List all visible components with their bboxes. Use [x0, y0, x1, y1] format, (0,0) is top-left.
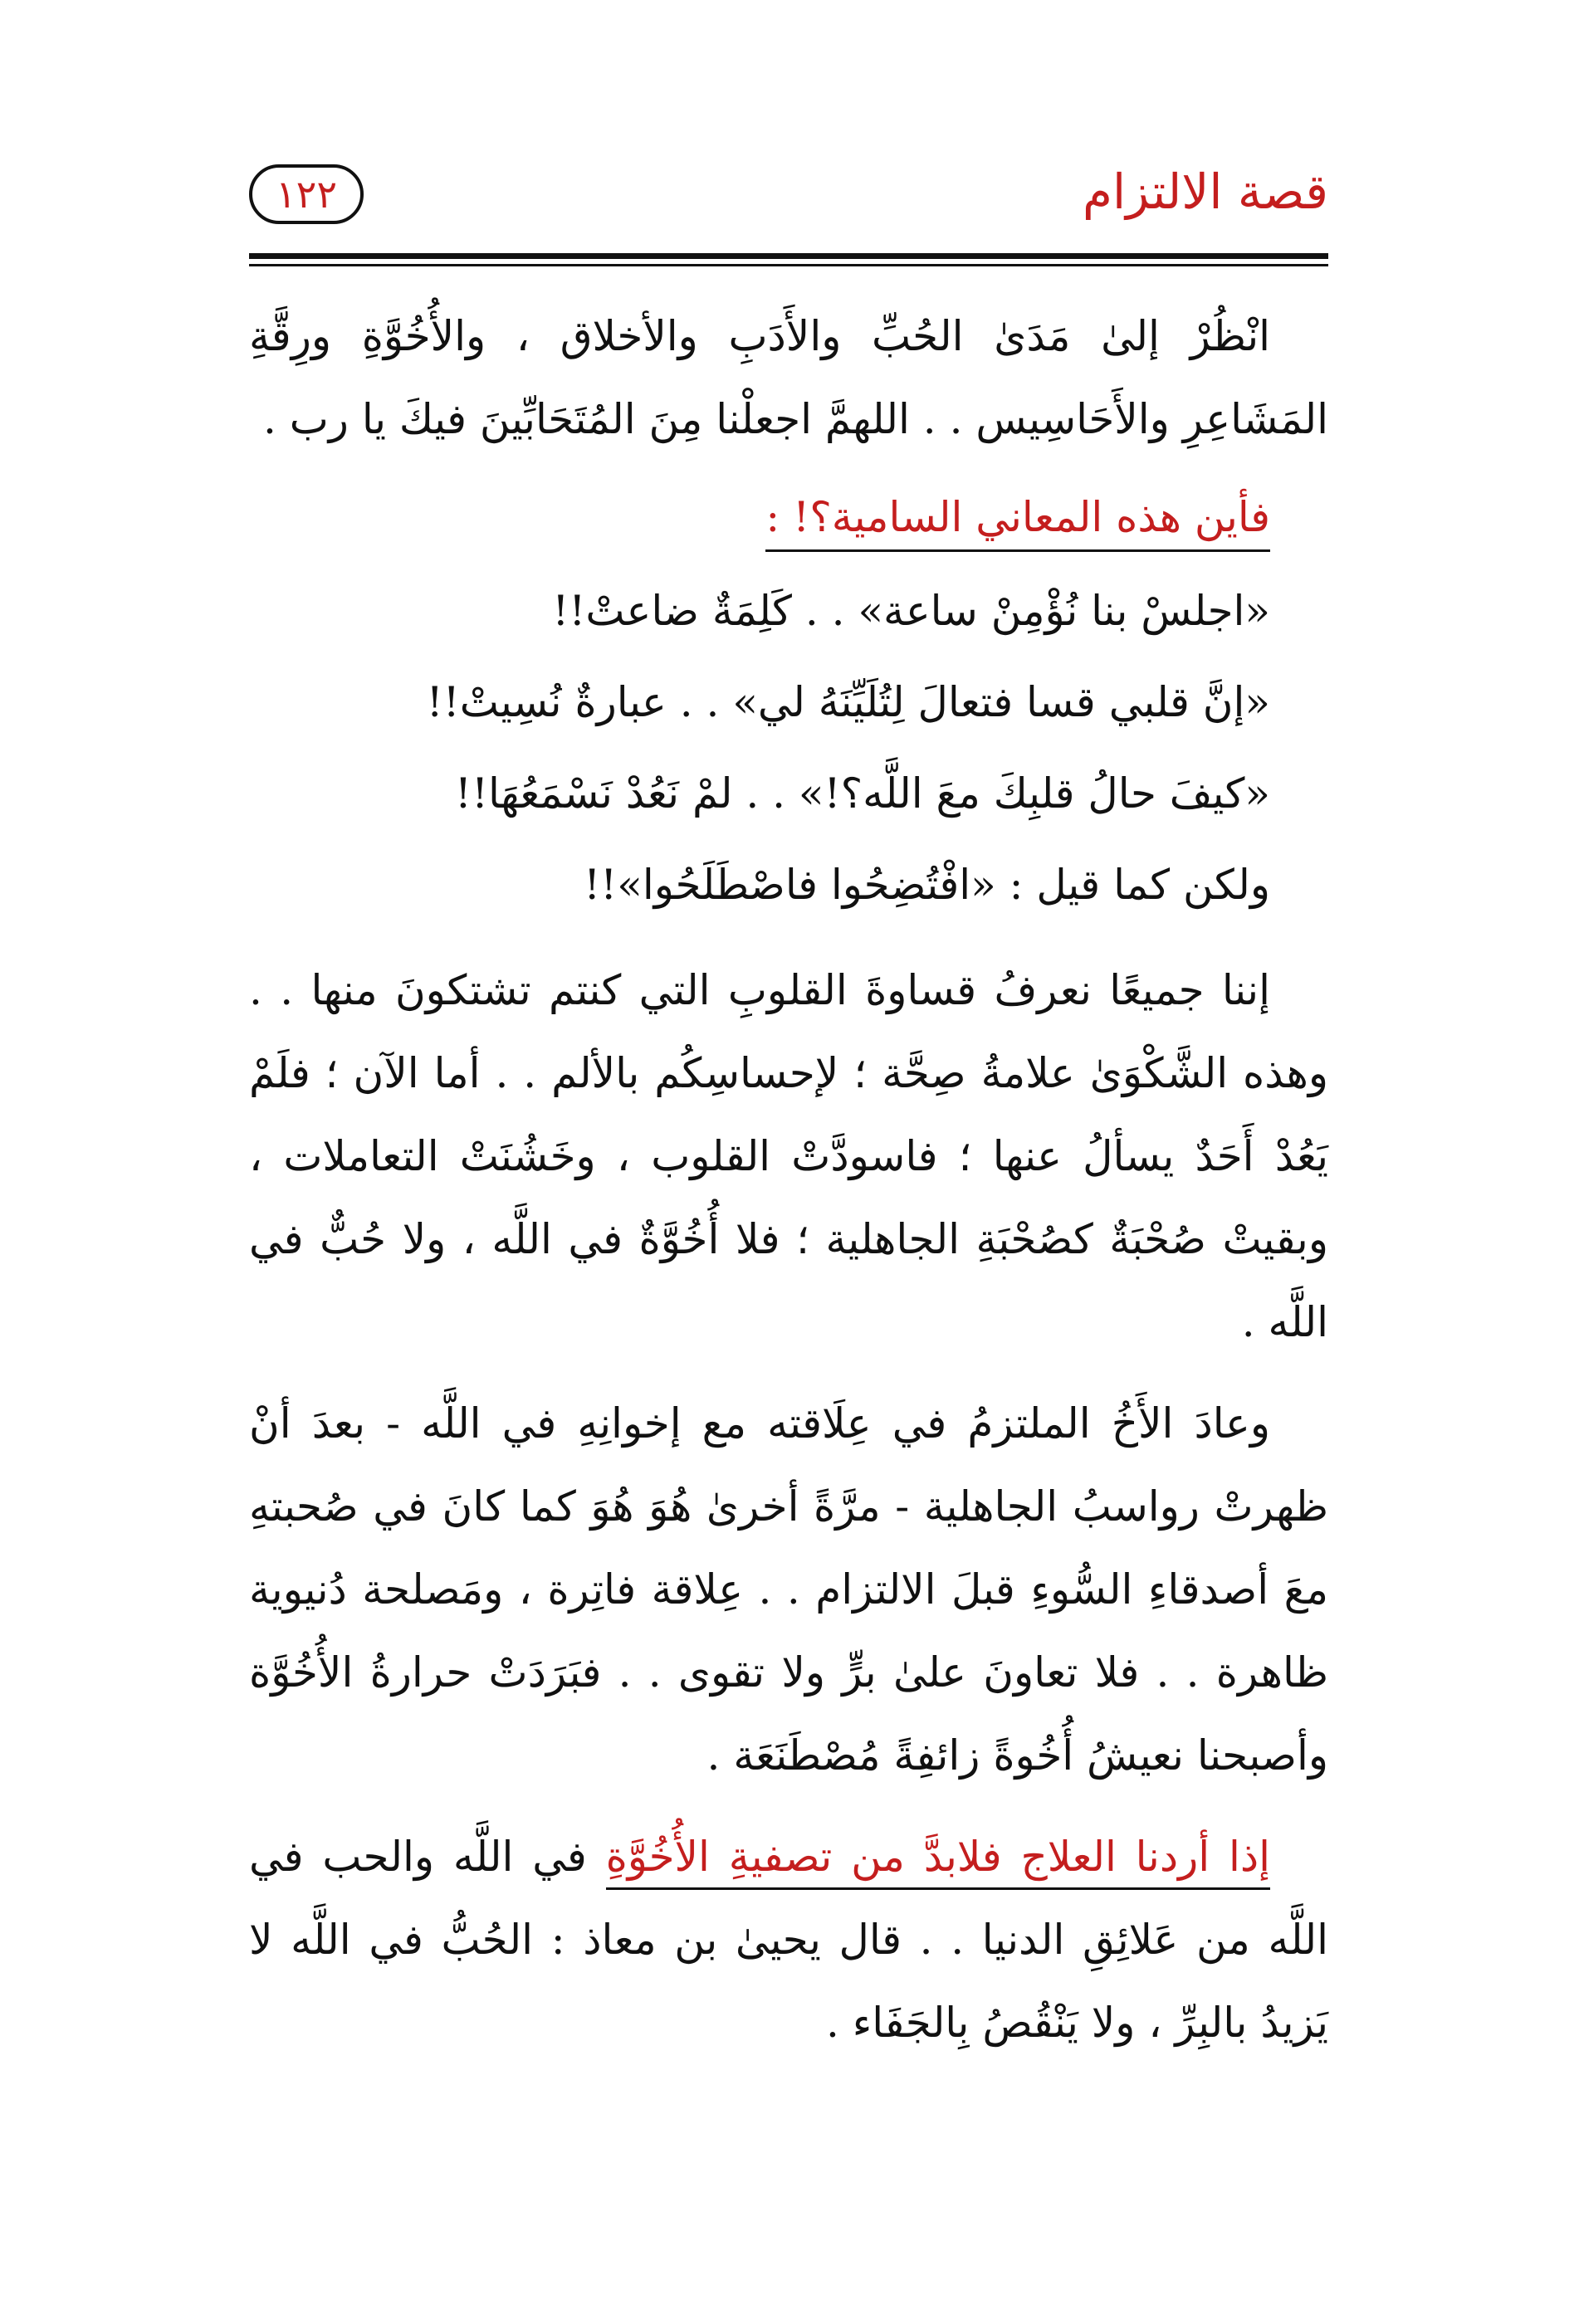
section-heading-text: فأين هذه المعاني السامية؟! : [765, 493, 1270, 552]
page-header [249, 158, 1328, 249]
paragraph-1: انْظُرْ إلىٰ مَدَىٰ الحُبِّ والأَدَبِ والأخلاق ، والأُخُوَّةِ ورِقَّةِ المَشَاعِرِ والأَحَاسِيس . . اللهمَّ اجعلْنا مِنَ المُتَحَابِّينَ فيكَ يا رب . [249, 312, 1328, 443]
quote-line-4: ولكن كما قيل : «افْتُضِحُوا فاصْطَلَحُوا»!! [584, 861, 1270, 909]
header-rule-thin [249, 264, 1328, 266]
page-body [249, 295, 1328, 2064]
paragraph-4 [249, 1815, 1328, 2064]
paragraph-4-highlight: إذا أردنا العلاج فلابدَّ من تصفيةِ الأُخُوَّةِ [606, 1833, 1270, 1890]
paragraph-3: وعادَ الأَخُ الملتزمُ في عِلَاقته مع إخوانِهِ في اللَّه - بعدَ أنْ ظهرتْ رواسبُ الجاهلية - مرَّةً أخرىٰ هُوَ هُوَ كما كانَ في صُحبتهِ معَ أصدقاءِ السُّوءِ قبلَ الالتزام . . عِلاقة فاتِرة ، ومَصلحة دُنيوية ظاهرة . . فلا تعاونَ علىٰ برٍّ ولا تقوى . . فبَرَدَتْ حرارةُ الأُخُوَّة وأصبحنا نعيشُ أُخُوةً زائفِةً مُصْطَنَعَة . [249, 1399, 1328, 1780]
quote-line-1: «اجلسْ بنا نُؤْمِنْ ساعة» . . كَلِمَةٌ ضاعتْ!! [552, 587, 1270, 635]
paragraph-2: إننا جميعًا نعرفُ قساوةَ القلوبِ التي كنتم تشتكونَ منها . . وهذه الشَّكْوَىٰ علامةُ صِحَّة ؛ لإحساسِكُم بالألم . . أما الآن ؛ فلَمْ يَعُدْ أَحَدٌ يسألُ عنها ؛ فاسودَّتْ القلوب ، وخَشُنَتْ التعاملات ، وبقيتْ صُحْبَةٌ كصُحْبَةِ الجاهلية ؛ فلا أُخُوَّةٌ في اللَّه ، ولا حُبٌّ في اللَّه . [249, 966, 1328, 1346]
page-number-badge: ١٢٢ [249, 164, 364, 224]
quote-line-3: «كيفَ حالُ قلبِكَ معَ اللَّه؟!» . . لمْ نَعُدْ نَسْمَعُهَا!! [454, 769, 1270, 818]
running-title: قصة الالتزام [1083, 164, 1328, 220]
quote-line-2: «إنَّ قلبي قسا فتعالَ لِتُلَيِّنَهُ لي» . . عبارةٌ نُسِيتْ!! [426, 678, 1270, 726]
section-heading [249, 476, 1328, 559]
paragraph-4-text: في اللَّه والحب في اللَّه من عَلائِقِ الدنيا . . قال يحيىٰ بن معاذ : الحُبُّ في اللَّه لا يَزيدُ بالبِرِّ ، ولا يَنْقُصُ بِالجَفَاء . [249, 1833, 1328, 2047]
header-rule-thick [249, 253, 1328, 259]
